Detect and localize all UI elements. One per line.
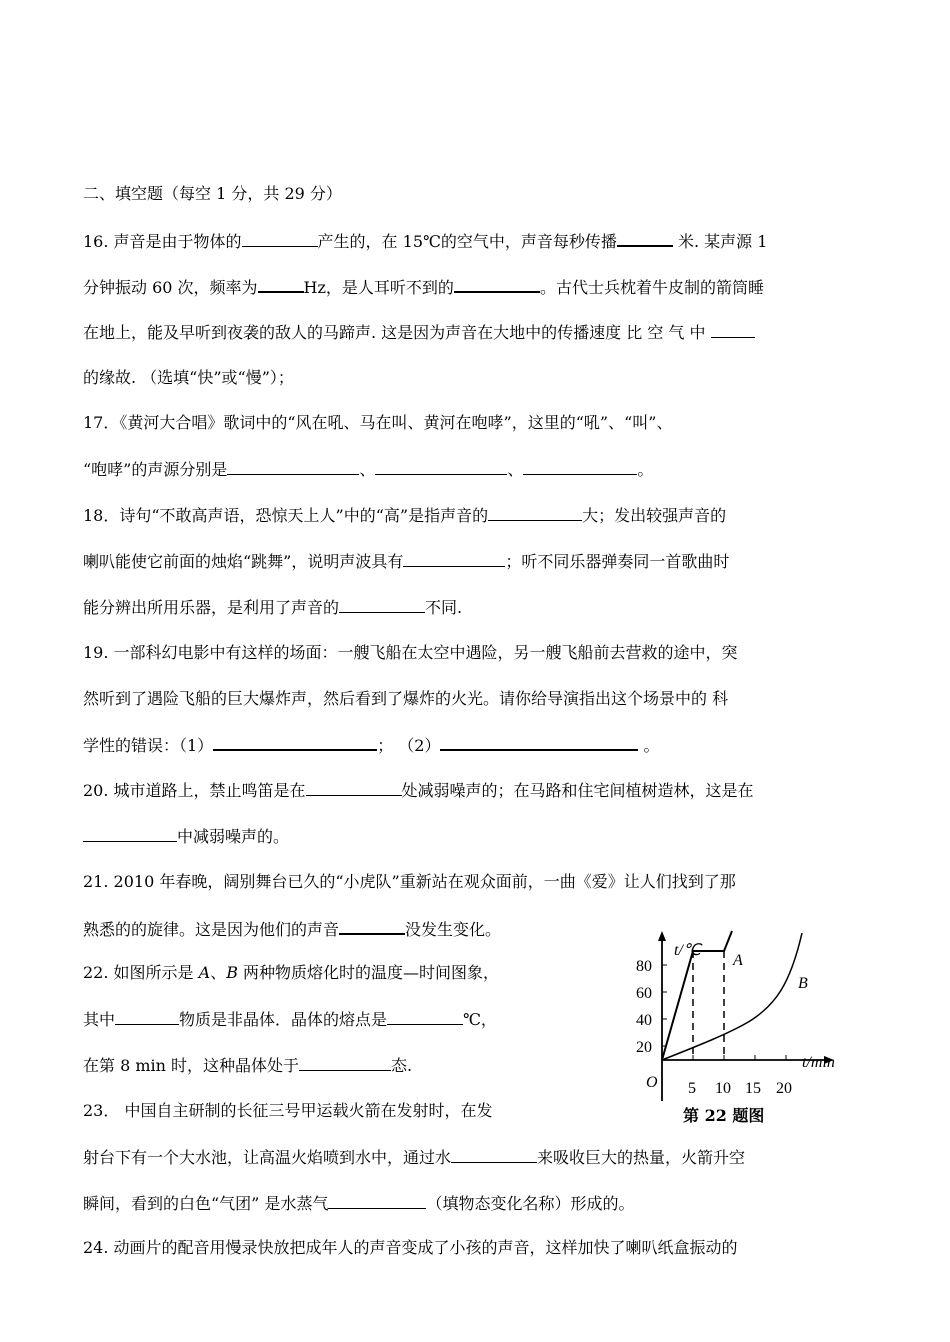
q23-line3: 瞬间，看到的白色“气团” 是水蒸气 （填物态变化名称）形成的。 bbox=[83, 1194, 635, 1213]
blank-20-1[interactable] bbox=[306, 779, 402, 796]
q23-line2: 射台下有一个大水池，让高温火焰喷到水中，通过水 来吸收巨大的热量，火箭升空 bbox=[83, 1148, 746, 1167]
x-tick-15: 15 bbox=[745, 1080, 761, 1097]
x-axis-label: t/min bbox=[802, 1054, 835, 1071]
q21-line2: 熟悉的的旋律。这是因为他们的声音 没发生变化。 bbox=[83, 917, 873, 941]
blank-17-3[interactable] bbox=[523, 458, 637, 475]
blank-22-3[interactable] bbox=[299, 1054, 391, 1071]
y-tick-20: 20 bbox=[636, 1039, 652, 1056]
q18-line1: 18．诗句“不敢高声语，恐惊天上人”中的“高”是指声音的 大；发出较强声音的 bbox=[83, 506, 727, 525]
q18-line2: 喇叭能使它前面的烛焰“跳舞”，说明声波具有 ；听不同乐器弹奏同一首歌曲时 bbox=[83, 552, 730, 571]
q19-line2: 然听到了遇险飞船的巨大爆炸声，然后看到了爆炸的火光。请你给导演指出这个场景中的 科 bbox=[83, 689, 729, 708]
blank-23-1[interactable] bbox=[451, 1146, 537, 1163]
q22-line3: 在第 8 min 时，这种晶体处于 态. bbox=[83, 1056, 413, 1075]
y-tick-80: 80 bbox=[636, 958, 652, 975]
blank-22-2[interactable] bbox=[387, 1008, 463, 1025]
blank-17-2[interactable] bbox=[375, 458, 507, 475]
blank-22-1[interactable] bbox=[115, 1008, 179, 1025]
x-tick-10: 10 bbox=[715, 1080, 731, 1097]
q16-line3: 在地上，能及早听到夜袭的敌人的马蹄声. 这是因为声音在大地中的传播速度 比 空 气 中 bbox=[83, 321, 873, 344]
q19-line1: 19. 一部科幻电影中有这样的场面：一艘飞船在太空中遇险，另一艘飞船前去营救的途中，突 bbox=[83, 643, 738, 662]
q17-line2: “咆哮”的声源分别是 、 、 。 bbox=[83, 460, 654, 479]
origin-label: O bbox=[646, 1074, 658, 1091]
blank-16-1[interactable] bbox=[242, 230, 318, 247]
blank-20-2[interactable] bbox=[83, 825, 177, 842]
q23-line1: 23． 中国自主研制的长征三号甲运载火箭在发射时，在发 bbox=[83, 1101, 493, 1120]
q19-line3: 学性的错误：（1） ； （2） 。 bbox=[83, 733, 873, 757]
q16-line2: 分钟振动 60 次，频率为 Hz，是人耳听不到的 。古代士兵枕着牛皮制的箭筒睡 bbox=[83, 275, 873, 299]
q22-line2: 其中 物质是非晶体．晶体的熔点是 ℃， bbox=[83, 1010, 497, 1029]
q21-line1: 21. 2010 年春晚，阔别舞台已久的“小虎队”重新站在观众面前，一曲《爱》让人们找到了那 bbox=[83, 872, 736, 891]
x-tick-20: 20 bbox=[776, 1080, 792, 1097]
y-tick-40: 40 bbox=[636, 1012, 652, 1029]
blank-19-2[interactable] bbox=[440, 733, 638, 751]
q16-line1: 16. 声音是由于物体的 产生的，在 15℃的空气中，声音每秒传播 米. 某声源 1 bbox=[83, 229, 873, 253]
q22-line1: 22. 如图所示是 A、B 两种物质熔化时的温度—时间图象， bbox=[83, 963, 500, 982]
figure-caption: 第 22 题图 bbox=[683, 1106, 765, 1125]
q20-line2: 中减弱噪声的。 bbox=[83, 825, 873, 848]
blank-16-2[interactable] bbox=[617, 229, 673, 247]
curve-a-label: A bbox=[733, 952, 743, 969]
y-axis-arrow bbox=[658, 931, 666, 941]
blank-18-3[interactable] bbox=[339, 596, 425, 613]
melting-graph bbox=[630, 925, 850, 1125]
blank-17-1[interactable] bbox=[227, 458, 359, 475]
q24-line1: 24. 动画片的配音用慢录快放把成年人的声音变成了小孩的声音，这样加快了喇叭纸盒振动的 bbox=[83, 1238, 738, 1257]
q17-line1: 17．《黄河大合唱》歌词中的“风在吼、马在叫、黄河在咆哮”，这里的“吼”、“叫”、 bbox=[83, 413, 673, 432]
blank-23-2[interactable] bbox=[328, 1192, 426, 1209]
blank-18-2[interactable] bbox=[403, 550, 505, 567]
x-tick-5: 5 bbox=[688, 1080, 696, 1097]
blank-16-4[interactable] bbox=[454, 275, 540, 293]
blank-16-5[interactable] bbox=[711, 321, 755, 338]
q20-line1: 20. 城市道路上，禁止鸣笛是在 处减弱噪声的；在马路和住宅间植树造林，这是在 bbox=[83, 781, 754, 800]
y-tick-60: 60 bbox=[636, 985, 652, 1002]
blank-21-1[interactable] bbox=[339, 917, 405, 935]
q16-line4: 的缘故. （选填“快”或“慢”）； bbox=[83, 368, 294, 387]
curve-b-label: B bbox=[798, 975, 808, 992]
q18-line3: 能分辨出所用乐器，是利用了声音的 不同. bbox=[83, 598, 463, 617]
blank-19-1[interactable] bbox=[213, 733, 377, 751]
blank-16-3[interactable] bbox=[258, 275, 304, 293]
blank-18-1[interactable] bbox=[488, 504, 582, 521]
y-axis-label: t/℃ bbox=[674, 942, 701, 959]
section-title: 二、填空题（每空 1 分，共 29 分） bbox=[83, 184, 342, 203]
